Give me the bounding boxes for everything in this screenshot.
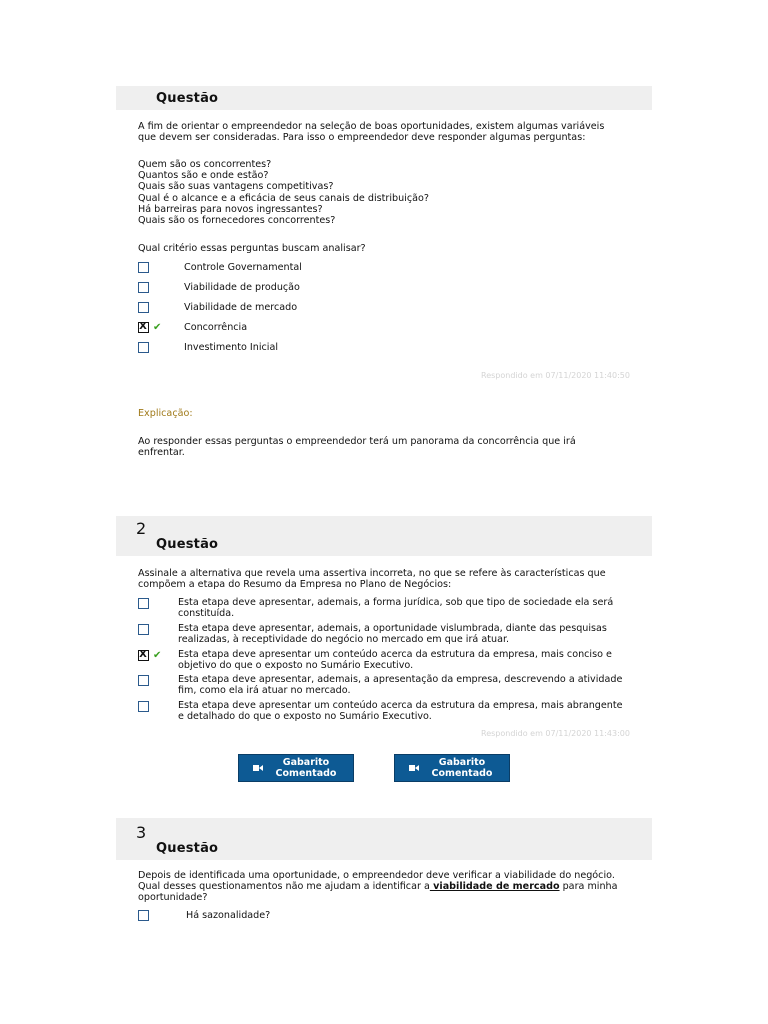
question-1-list: Quem são os concorrentes? Quantos são e onde estão? Quais são suas vantagens competitivas? Qual é o alcance e a eficácia de seus canais de distribuição? Há barreiras para novos ingressantes? Quais são os fornecedores concorrentes? <box>138 159 429 227</box>
option-label: Esta etapa deve apresentar um conteúdo acerca da estrutura da empresa, mais conciso e objetivo do que o exposto no Sumário Executivo. <box>178 649 612 672</box>
option-label: Esta etapa deve apresentar um conteúdo acerca da estrutura da empresa, mais abrangente e detalhado do que o exposto no Sumário Executivo. <box>178 700 623 723</box>
button-label: Gabarito Comentado <box>431 757 493 779</box>
video-camera-icon <box>253 764 263 772</box>
question-1-body: A fim de orientar o empreendedor na seleção de boas oportunidades, existem algumas variáveis que devem ser consideradas. Para isso o empreendedor deve responder algumas perguntas: <box>138 121 605 144</box>
question-3-body <box>138 870 628 904</box>
explanation-label: Explicação: <box>138 408 193 419</box>
answered-timestamp: Respondido em 07/11/2020 11:43:00 <box>481 729 630 738</box>
question-title: Questão <box>156 537 219 552</box>
option-label: Há sazonalidade? <box>186 910 271 921</box>
checkbox[interactable] <box>138 701 149 712</box>
option-label: Concorrência <box>184 322 248 333</box>
answered-timestamp: Respondido em 07/11/2020 11:40:50 <box>481 371 630 380</box>
checkbox[interactable] <box>138 342 149 353</box>
checkbox-checked[interactable]: X <box>138 322 149 333</box>
checkbox-checked[interactable]: X <box>138 650 149 661</box>
button-label: Gabarito Comentado <box>275 757 337 779</box>
checkbox[interactable] <box>138 910 149 921</box>
check-icon: ✔ <box>153 650 162 661</box>
body-text: para minha oportunidade? <box>138 881 618 904</box>
gabarito-comentado-button-1[interactable] <box>238 754 354 782</box>
option-label: Esta etapa deve apresentar, ademais, a oportunidade vislumbrada, diante das pesquisas realizadas, à receptividade do negócio no mercado em que irá atuar. <box>178 623 607 646</box>
option-label: Controle Governamental <box>184 262 302 273</box>
option-label: Esta etapa deve apresentar, ademais, a forma jurídica, sob que tipo de sociedade ela será constituída. <box>178 597 614 620</box>
body-emphasis: viabilidade de mercado <box>429 881 560 893</box>
body-text: Depois de identificada uma oportunidade, o empreendedor deve verificar a viabilidade do negócio. Qual desses questionamentos não me ajudam a identificar a <box>138 870 615 893</box>
checkbox[interactable] <box>138 675 149 686</box>
question-1-header <box>116 86 652 110</box>
question-3-header <box>116 818 652 860</box>
question-number: 2 <box>136 519 147 538</box>
gabarito-comentado-button-2[interactable] <box>394 754 510 782</box>
checkbox[interactable] <box>138 302 149 313</box>
question-title: Questão <box>156 91 219 106</box>
checkbox[interactable] <box>138 624 149 635</box>
option-label: Esta etapa deve apresentar, ademais, a apresentação da empresa, descrevendo a atividade fim, como ela irá atuar no mercado. <box>178 674 623 697</box>
explanation-text: Ao responder essas perguntas o empreendedor terá um panorama da concorrência que irá enfrentar. <box>138 436 576 459</box>
video-camera-icon <box>409 764 419 772</box>
question-number: 3 <box>136 823 147 842</box>
question-1-prompt: Qual critério essas perguntas buscam analisar? <box>138 243 366 254</box>
question-2-body: Assinale a alternativa que revela uma assertiva incorreta, no que se refere às características que compõem a etapa do Resumo da Empresa no Plano de Negócios: <box>138 568 606 591</box>
checkbox[interactable] <box>138 598 149 609</box>
checkbox[interactable] <box>138 282 149 293</box>
question-2-header <box>116 516 652 556</box>
option-label: Investimento Inicial <box>184 342 278 353</box>
check-icon: ✔ <box>153 322 162 333</box>
option-label: Viabilidade de produção <box>184 282 300 293</box>
checkbox[interactable] <box>138 262 149 273</box>
question-title: Questão <box>156 841 219 856</box>
option-label: Viabilidade de mercado <box>184 302 298 313</box>
